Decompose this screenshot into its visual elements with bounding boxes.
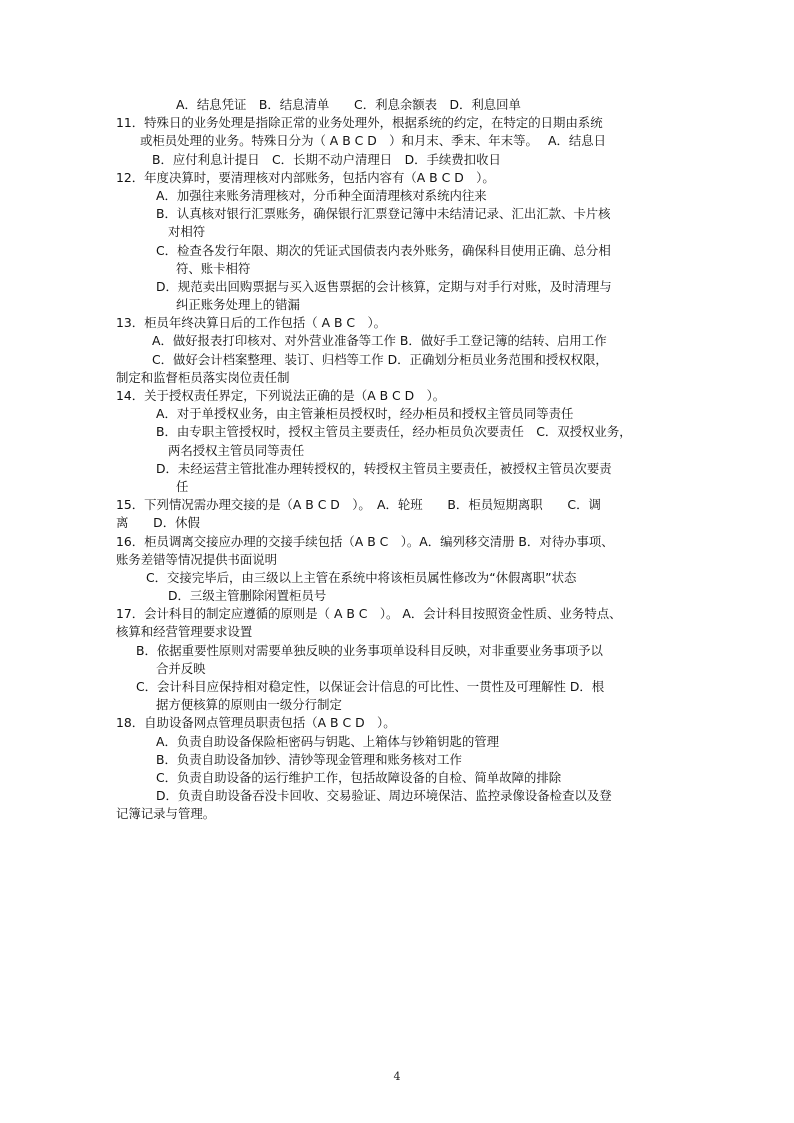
text-line: 14．关于授权责任界定，下列说法正确的是（A B C D ）。 <box>116 388 446 403</box>
text-line: 16．柜员调离交接应办理的交接手续包括（A B C ）。A．编列移交清册 B．对待办事项、 <box>116 533 614 549</box>
text-line: 制定和监督柜员落实岗位责任制 <box>116 369 290 385</box>
text-line: C．会计科目应保持相对稳定性，以保证会计信息的可比性、一贯性及可理解性 D．根 <box>136 679 605 694</box>
text-line: 15．下列情况需办理交接的是（A B C D ）。 A．轮班 B．柜员短期离职 C．调 <box>116 497 601 513</box>
text-line: 13．柜员年终决算日后的工作包括（ A B C ）。 <box>116 315 387 331</box>
text-line: 18．自助设备网点管理员职责包括（A B C D ）。 <box>116 715 396 731</box>
text-line: C．负责自助设备的运行维护工作，包括故障设备的自检、简单故障的排除 <box>156 769 562 785</box>
text-line: D．负责自助设备吞没卡回收、交易验证、周边环境保洁、监控录像设备检查以及登 <box>156 788 612 804</box>
text-line: 12．年度决算时，要清理核对内部账务，包括内容有（A B C D ）。 <box>116 169 495 185</box>
text-line: 账务差错等情况提供书面说明 <box>116 551 278 567</box>
text-line: 合并反映 <box>156 660 206 676</box>
text-line: 11．特殊日的业务处理是指除正常的业务处理外，根据系统的约定，在特定的日期由系统 <box>116 115 603 131</box>
text-line: C．交接完毕后，由三级以上主管在系统中将该柜员属性修改为“休假离职”状态 <box>146 569 577 585</box>
text-line: D．未经运营主管批准办理转授权的，转授权主管员主要责任，被授权主管员次要责 <box>156 460 612 476</box>
text-line: 记簿记录与管理。 <box>116 806 216 822</box>
text-line: 对相符 <box>168 224 206 240</box>
document-body <box>116 96 688 824</box>
text-line: 两名授权主管员同等责任 <box>168 442 305 458</box>
text-line: A．对于单授权业务，由主管兼柜员授权时，经办柜员和授权主管员同等责任 <box>156 406 574 422</box>
text-line: B．应付利息计提日 C．长期不动户清理日 D．手续费扣收日 <box>152 151 501 167</box>
text-line: A．负责自助设备保险柜密码与钥匙、上箱体与钞箱钥匙的管理 <box>156 733 500 749</box>
text-line: D．规范卖出回购票据与买入返售票据的会计核算，定期与对手行对账，及时清理与 <box>156 278 612 294</box>
text-line: A．做好报表打印核对、对外营业准备等工作 B．做好手工登记簿的结转、启用工作 <box>152 333 607 349</box>
text-line: 核算和经营管理要求设置 <box>116 624 253 640</box>
text-line: D．三级主管删除闲置柜员号 <box>168 588 327 604</box>
text-line: 据方便核算的原则由一级分行制定 <box>156 697 342 713</box>
page-number: 4 <box>393 1070 401 1083</box>
text-line: B．依据重要性原则对需要单独反映的业务事项单设科目反映，对非重要业务事项予以 <box>136 642 603 658</box>
text-line: 纠正账务处理上的错漏 <box>176 297 300 313</box>
text-line: B．由专职主管授权时，授权主管员主要责任，经办柜员负次要责任 C．双授权业务， <box>156 424 632 440</box>
text-line: A．加强往来账务清理核对，分币种全面清理核对系统内往来 <box>156 187 487 203</box>
text-line: B．负责自助设备加钞、清钞等现金管理和账务核对工作 <box>156 751 462 767</box>
text-line: A．结息凭证 B．结息清单 C．利息余额表 D．利息回单 <box>176 97 521 112</box>
text-line: B．认真核对银行汇票账务，确保银行汇票登记簿中未结清记录、汇出汇款、卡片核 <box>156 206 611 222</box>
text-line: 17．会计科目的制定应遵循的原则是（ A B C ）。 A．会计科目按照资金性质、业务特点、 <box>116 606 622 622</box>
text-line: 或柜员处理的业务。特殊日分为（ A B C D ）和月末、季末、年末等。 A．结息日 <box>140 133 607 149</box>
text-line: 任 <box>176 478 189 494</box>
text-line: C．检查各发行年限、期次的凭证式国债表内表外账务，确保科目使用正确、总分相 <box>156 242 611 258</box>
text-line: C．做好会计档案整理、装订、归档等工作 D．正确划分柜员业务范围和授权权限， <box>152 351 608 367</box>
text-line: 符、账卡相符 <box>176 260 251 276</box>
text-line: 离 D．休假 <box>116 515 200 531</box>
